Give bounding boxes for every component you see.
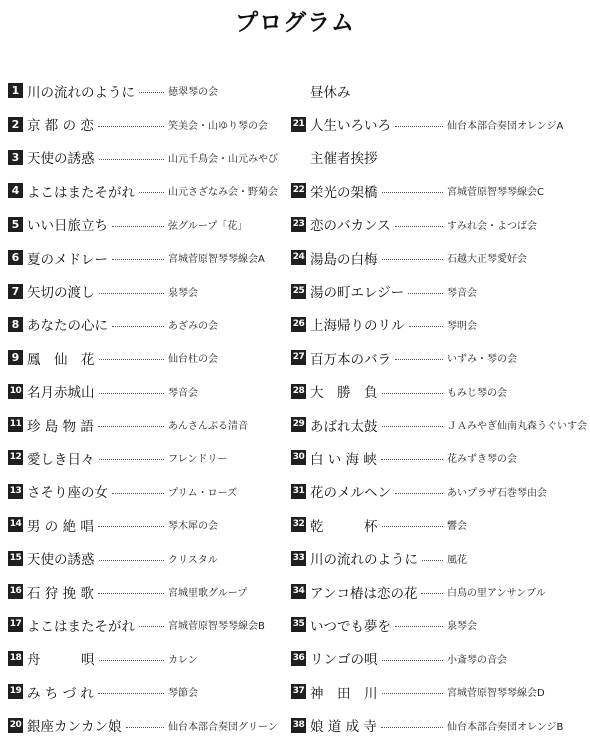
performer-group: 泉琴会 (447, 621, 477, 633)
program-item (291, 575, 587, 608)
item-number-badge: 16 (8, 584, 23, 599)
performer-group: 琴木犀の会 (168, 521, 218, 533)
dot-leader (139, 92, 164, 93)
performer-group: 仙台本部合奏団オレンジA (447, 120, 564, 132)
item-number-badge: 9 (8, 350, 23, 365)
item-number-badge: 4 (8, 183, 23, 198)
performer-group: あざみの会 (168, 320, 218, 332)
performer-group: 小斎琴の音会 (447, 654, 507, 666)
program-item (8, 375, 290, 408)
song-title: 乾 杯 (310, 518, 378, 535)
program-item (8, 308, 290, 341)
performer-group: フレンドリー (168, 454, 228, 466)
song-title: 大 勝 負 (310, 385, 378, 402)
dot-leader (421, 593, 443, 594)
program-note-text: 主催者挨拶 (310, 151, 378, 168)
dot-leader (381, 727, 443, 728)
performer-group: 琴音会 (447, 287, 477, 299)
program-item (8, 141, 290, 174)
song-title: あなたの心に (27, 318, 108, 335)
song-title: 天使の誘惑 (27, 151, 95, 168)
dot-leader (112, 226, 164, 227)
item-number-badge: 21 (291, 117, 306, 132)
program-item (291, 174, 587, 207)
program-item (8, 541, 290, 574)
performer-group: もみじ琴の会 (447, 387, 507, 399)
dot-leader (112, 493, 164, 494)
item-number-badge: 36 (291, 651, 306, 666)
dot-leader (382, 526, 444, 527)
item-number-badge: 17 (8, 617, 23, 632)
program-note (291, 141, 587, 174)
item-number-badge: 10 (8, 384, 23, 399)
dot-leader (98, 593, 164, 594)
item-number-badge: 32 (291, 517, 306, 532)
song-title: さそり座の女 (27, 485, 108, 502)
dot-leader (112, 326, 164, 327)
performer-group: 仙台杜の会 (168, 354, 218, 366)
item-number-badge: 33 (291, 551, 306, 566)
program-item (291, 708, 587, 741)
item-number-badge: 3 (8, 150, 23, 165)
program-item (8, 274, 290, 307)
song-title: 上海帰りのリル (310, 318, 405, 335)
performer-group: 琴節会 (168, 688, 198, 700)
dot-leader (382, 426, 444, 427)
dot-leader (408, 293, 443, 294)
program-item (8, 675, 290, 708)
song-title: 男 の 絶 唱 (27, 518, 94, 535)
performer-group: 白鳥の里アンサンブル (447, 588, 546, 600)
program-item (291, 341, 587, 374)
program-item (8, 174, 290, 207)
dot-leader (382, 259, 444, 260)
performer-group: 笑美会・山ゆり琴の会 (168, 120, 268, 132)
dot-leader (99, 560, 165, 561)
dot-leader (98, 426, 164, 427)
song-title: 京 都 の 恋 (27, 118, 94, 135)
performer-group: クリスタル (168, 554, 218, 566)
item-number-badge: 26 (291, 317, 306, 332)
item-number-badge: 18 (8, 651, 23, 666)
song-title: 人生いろいろ (310, 118, 391, 135)
performer-group: 徳翠琴の会 (168, 87, 218, 99)
song-title: 川の流れのように (27, 84, 135, 101)
song-title: 珍 島 物 語 (27, 418, 94, 435)
program-item (291, 408, 587, 441)
dot-leader (99, 359, 165, 360)
program-item (8, 575, 290, 608)
performer-group: 石越大正琴愛好会 (447, 254, 527, 266)
item-number-badge: 15 (8, 551, 23, 566)
dot-leader (395, 226, 443, 227)
program-item (291, 274, 587, 307)
program-item (291, 208, 587, 241)
performer-group: 宮城菅原智琴琴線会C (447, 187, 544, 199)
performer-group: 宮城里歌グループ (168, 588, 248, 600)
song-title: 神 田 川 (310, 685, 378, 702)
dot-leader (98, 693, 164, 694)
item-number-badge: 2 (8, 117, 23, 132)
performer-group: 仙台本部合奏団オレンジB (447, 721, 564, 733)
performer-group: 山元さざなみ会・野菊会 (168, 187, 278, 199)
program-item (291, 541, 587, 574)
dot-leader (422, 560, 443, 561)
item-number-badge: 19 (8, 684, 23, 699)
song-title: リンゴの唄 (310, 652, 378, 669)
item-number-badge: 23 (291, 217, 306, 232)
performer-group: 宮城菅原智琴琴線会A (168, 254, 265, 266)
program-item (8, 341, 290, 374)
program-list-left (8, 74, 290, 742)
dot-leader (99, 293, 165, 294)
dot-leader (99, 459, 165, 460)
program-item (8, 608, 290, 641)
song-title: よこはまたそがれ (27, 618, 135, 635)
program-note-text: 昼休み (310, 84, 351, 101)
program-item (291, 475, 587, 508)
performer-group: 山元千鳥会・山元みやび (168, 153, 278, 165)
performer-group: カレン (168, 654, 198, 666)
item-number-badge: 29 (291, 417, 306, 432)
song-title: アンコ椿は恋の花 (310, 585, 418, 602)
performer-group: いずみ・琴の会 (447, 354, 517, 366)
song-title: よこはまたそがれ (27, 184, 135, 201)
performer-group: 琴音会 (168, 387, 198, 399)
performer-group: あんさんぶる清音 (168, 421, 248, 433)
program-item (8, 441, 290, 474)
dot-leader (382, 660, 444, 661)
program-item (8, 74, 290, 107)
item-number-badge: 1 (8, 83, 23, 98)
song-title: 舟 唄 (27, 652, 95, 669)
program-item (291, 441, 587, 474)
program-item (291, 308, 587, 341)
song-title: いい日旅立ち (27, 218, 108, 235)
song-title: 川の流れのように (310, 552, 418, 569)
performer-group: 弦グループ「花」 (168, 220, 248, 232)
item-number-badge: 14 (8, 517, 23, 532)
performer-group: 響会 (447, 521, 467, 533)
performer-group: 琴明会 (447, 320, 477, 332)
dot-leader (98, 126, 164, 127)
performer-group: プリム・ローズ (168, 487, 238, 499)
performer-group: ＪＡみやぎ仙南丸森うぐいす会 (447, 421, 587, 433)
song-title: いつでも夢を (310, 618, 391, 635)
dot-leader (382, 693, 444, 694)
song-title: 娘 道 成 寺 (310, 719, 377, 736)
dot-leader (99, 159, 165, 160)
song-title: 白 い 海 峡 (310, 451, 377, 468)
dot-leader (395, 359, 443, 360)
program-item (291, 375, 587, 408)
dot-leader (382, 192, 444, 193)
item-number-badge: 25 (291, 284, 306, 299)
program-list-right (291, 74, 587, 742)
page-title: プログラム (235, 9, 355, 36)
item-number-badge: 35 (291, 617, 306, 632)
program-item (8, 208, 290, 241)
item-number-badge: 8 (8, 317, 23, 332)
item-number-badge: 11 (8, 417, 23, 432)
item-number-badge: 13 (8, 484, 23, 499)
item-number-badge: 37 (291, 684, 306, 699)
performer-group: 宮城菅原智琴琴線会D (447, 688, 545, 700)
dot-leader (99, 660, 165, 661)
song-title: 花のメルヘン (310, 485, 391, 502)
song-title: 銀座カンカン娘 (27, 719, 122, 736)
song-title: 鳳 仙 花 (27, 351, 95, 368)
item-number-badge: 28 (291, 384, 306, 399)
item-number-badge: 34 (291, 584, 306, 599)
item-number-badge: 31 (291, 484, 306, 499)
song-title: あばれ太鼓 (310, 418, 378, 435)
program-item (291, 107, 587, 140)
song-title: 夏のメドレー (27, 251, 108, 268)
song-title: 湯の町エレジー (310, 285, 405, 302)
dot-leader (98, 526, 164, 527)
item-number-badge: 38 (291, 718, 306, 733)
program-item (8, 408, 290, 441)
performer-group: 泉琴会 (168, 287, 198, 299)
dot-leader (126, 727, 165, 728)
program-item (8, 107, 290, 140)
dot-leader (139, 626, 164, 627)
song-title: み ち づ れ (27, 685, 94, 702)
item-number-badge: 5 (8, 217, 23, 232)
song-title: 恋のバカンス (310, 218, 391, 235)
program-item (291, 241, 587, 274)
program-item (291, 642, 587, 675)
program-item (291, 608, 587, 641)
dot-leader (382, 393, 444, 394)
song-title: 名月赤城山 (27, 385, 95, 402)
item-number-badge: 7 (8, 284, 23, 299)
program-item (8, 241, 290, 274)
performer-group: 仙台本部合奏団グリーン (168, 721, 278, 733)
performer-group: 風花 (447, 554, 467, 566)
program-item (8, 642, 290, 675)
song-title: 天使の誘惑 (27, 552, 95, 569)
dot-leader (112, 259, 164, 260)
dot-leader (99, 393, 165, 394)
dot-leader (139, 192, 164, 193)
dot-leader (395, 626, 443, 627)
item-number-badge: 12 (8, 450, 23, 465)
program-item (8, 475, 290, 508)
song-title: 愛しき日々 (27, 451, 95, 468)
program-item (291, 508, 587, 541)
item-number-badge: 22 (291, 183, 306, 198)
item-number-badge: 6 (8, 250, 23, 265)
performer-group: 宮城菅原智琴琴線会B (168, 621, 265, 633)
item-number-badge: 27 (291, 350, 306, 365)
song-title: 湯島の白梅 (310, 251, 378, 268)
performer-group: あいプラザ石巻琴由会 (447, 487, 547, 499)
dot-leader (409, 326, 444, 327)
item-number-badge: 20 (8, 718, 23, 733)
item-number-badge: 30 (291, 450, 306, 465)
dot-leader (395, 493, 443, 494)
program-item (291, 675, 587, 708)
item-number-badge: 24 (291, 250, 306, 265)
song-title: 栄光の架橋 (310, 184, 378, 201)
performer-group: 花みずき琴の会 (447, 454, 517, 466)
song-title: 百万本のバラ (310, 351, 391, 368)
dot-leader (381, 459, 443, 460)
program-item (8, 508, 290, 541)
dot-leader (395, 126, 443, 127)
song-title: 矢切の渡し (27, 285, 95, 302)
program-item (8, 708, 290, 741)
program-note (291, 74, 587, 107)
performer-group: すみれ会・よつば会 (447, 220, 537, 232)
song-title: 石 狩 挽 歌 (27, 585, 94, 602)
